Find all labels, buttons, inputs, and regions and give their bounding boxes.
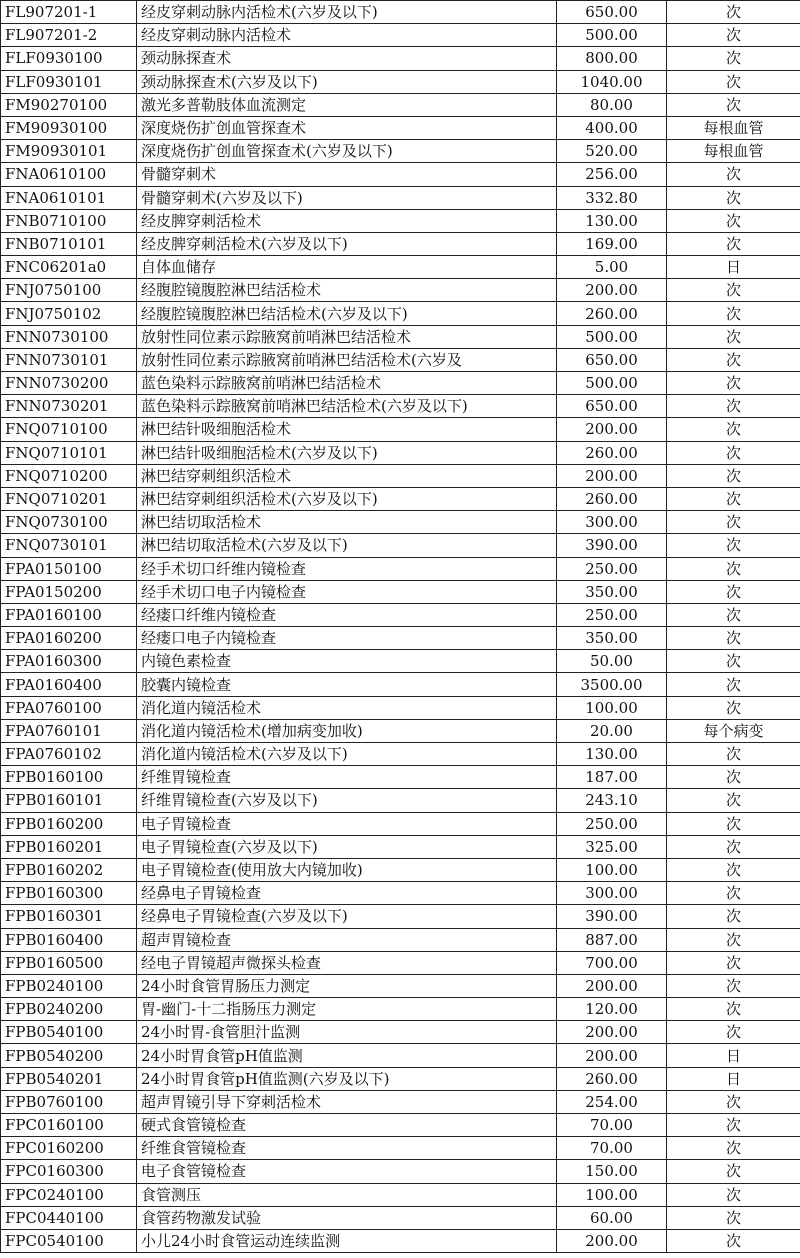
item-price-cell: 70.00 (557, 1114, 667, 1137)
item-price-cell: 130.00 (557, 209, 667, 232)
item-unit-cell: 次 (667, 627, 800, 650)
item-name-cell: 颈动脉探查术(六岁及以下) (137, 70, 557, 93)
item-code-cell: FPC0240100 (1, 1183, 137, 1206)
item-name-cell: 消化道内镜活检术(增加病变加收) (137, 719, 557, 742)
item-price-cell: 400.00 (557, 116, 667, 139)
item-name-cell: 胃-幽门-十二指肠压力测定 (137, 998, 557, 1021)
item-price-cell: 500.00 (557, 24, 667, 47)
table-row (1, 789, 800, 812)
item-code-cell: FPC0160200 (1, 1137, 137, 1160)
table-row (1, 766, 800, 789)
item-price-cell: 1040.00 (557, 70, 667, 93)
item-name-cell: 纤维胃镜检查 (137, 766, 557, 789)
table-row (1, 302, 800, 325)
item-price-cell: 390.00 (557, 534, 667, 557)
item-price-cell: 250.00 (557, 812, 667, 835)
item-code-cell: FPB0540200 (1, 1044, 137, 1067)
item-name-cell: 激光多普勒肢体血流测定 (137, 93, 557, 116)
item-code-cell: FPC0160100 (1, 1114, 137, 1137)
table-row (1, 395, 800, 418)
item-price-cell: 800.00 (557, 47, 667, 70)
item-price-cell: 350.00 (557, 627, 667, 650)
table-row (1, 163, 800, 186)
item-unit-cell: 次 (667, 163, 800, 186)
item-unit-cell: 次 (667, 348, 800, 371)
item-name-cell: 颈动脉探查术 (137, 47, 557, 70)
table-row (1, 627, 800, 650)
table-row (1, 835, 800, 858)
item-unit-cell: 次 (667, 24, 800, 47)
item-name-cell: 放射性同位素示踪腋窝前哨淋巴结活检术 (137, 325, 557, 348)
item-unit-cell: 次 (667, 464, 800, 487)
item-unit-cell: 日 (667, 1044, 800, 1067)
item-unit-cell: 次 (667, 1021, 800, 1044)
item-price-cell: 169.00 (557, 232, 667, 255)
item-unit-cell: 次 (667, 1090, 800, 1113)
table-row (1, 673, 800, 696)
item-unit-cell: 次 (667, 1114, 800, 1137)
item-code-cell: FM90270100 (1, 93, 137, 116)
item-code-cell: FL907201-1 (1, 1, 137, 24)
item-code-cell: FNA0610101 (1, 186, 137, 209)
item-unit-cell: 次 (667, 1, 800, 24)
item-name-cell: 经鼻电子胃镜检查(六岁及以下) (137, 905, 557, 928)
item-unit-cell: 日 (667, 256, 800, 279)
item-code-cell: FNQ0710100 (1, 418, 137, 441)
item-unit-cell: 次 (667, 534, 800, 557)
item-price-cell: 500.00 (557, 372, 667, 395)
item-name-cell: 电子食管镜检查 (137, 1160, 557, 1183)
item-name-cell: 食管药物激发试验 (137, 1206, 557, 1229)
item-code-cell: FPB0760100 (1, 1090, 137, 1113)
item-code-cell: FPB0160100 (1, 766, 137, 789)
item-unit-cell: 次 (667, 487, 800, 510)
item-name-cell: 经腹腔镜腹腔淋巴结活检术(六岁及以下) (137, 302, 557, 325)
table-row (1, 1137, 800, 1160)
table-row (1, 1114, 800, 1137)
item-name-cell: 经皮脾穿刺活检术(六岁及以下) (137, 232, 557, 255)
item-name-cell: 骨髓穿刺术(六岁及以下) (137, 186, 557, 209)
item-code-cell: FPA0760102 (1, 743, 137, 766)
item-code-cell: FNC06201a0 (1, 256, 137, 279)
item-code-cell: FPA0160200 (1, 627, 137, 650)
item-price-cell: 130.00 (557, 743, 667, 766)
item-code-cell: FPC0540100 (1, 1229, 137, 1252)
item-name-cell: 蓝色染料示踪腋窝前哨淋巴结活检术 (137, 372, 557, 395)
item-price-cell: 254.00 (557, 1090, 667, 1113)
item-price-cell: 260.00 (557, 441, 667, 464)
item-unit-cell: 每根血管 (667, 116, 800, 139)
table-row (1, 464, 800, 487)
fee-table-body (1, 1, 800, 1253)
item-code-cell: FNN0730101 (1, 348, 137, 371)
item-code-cell: FPB0160101 (1, 789, 137, 812)
item-name-cell: 自体血储存 (137, 256, 557, 279)
table-row (1, 580, 800, 603)
table-row (1, 511, 800, 534)
item-price-cell: 300.00 (557, 882, 667, 905)
table-row (1, 209, 800, 232)
item-unit-cell: 次 (667, 928, 800, 951)
item-unit-cell: 次 (667, 279, 800, 302)
table-row (1, 998, 800, 1021)
table-row (1, 1067, 800, 1090)
item-code-cell: FPB0160202 (1, 858, 137, 881)
item-name-cell: 24小时胃食管pH值监测(六岁及以下) (137, 1067, 557, 1090)
item-price-cell: 650.00 (557, 1, 667, 24)
item-name-cell: 硬式食管镜检查 (137, 1114, 557, 1137)
table-row (1, 116, 800, 139)
item-name-cell: 淋巴结切取活检术(六岁及以下) (137, 534, 557, 557)
table-row (1, 557, 800, 580)
item-name-cell: 经腹腔镜腹腔淋巴结活检术 (137, 279, 557, 302)
item-unit-cell: 次 (667, 395, 800, 418)
item-unit-cell: 次 (667, 696, 800, 719)
item-unit-cell: 次 (667, 580, 800, 603)
item-unit-cell: 次 (667, 441, 800, 464)
item-code-cell: FPA0160400 (1, 673, 137, 696)
item-unit-cell: 次 (667, 974, 800, 997)
item-name-cell: 经手术切口电子内镜检查 (137, 580, 557, 603)
item-code-cell: FNN0730201 (1, 395, 137, 418)
item-name-cell: 纤维食管镜检查 (137, 1137, 557, 1160)
item-name-cell: 电子胃镜检查(六岁及以下) (137, 835, 557, 858)
item-code-cell: FPB0160300 (1, 882, 137, 905)
table-row (1, 812, 800, 835)
item-price-cell: 70.00 (557, 1137, 667, 1160)
item-unit-cell: 次 (667, 186, 800, 209)
item-code-cell: FPB0540201 (1, 1067, 137, 1090)
item-name-cell: 骨髓穿刺术 (137, 163, 557, 186)
item-price-cell: 650.00 (557, 395, 667, 418)
item-code-cell: FLF0930101 (1, 70, 137, 93)
item-unit-cell: 每个病变 (667, 719, 800, 742)
item-code-cell: FPA0760100 (1, 696, 137, 719)
item-price-cell: 650.00 (557, 348, 667, 371)
item-price-cell: 150.00 (557, 1160, 667, 1183)
item-code-cell: FPB0160201 (1, 835, 137, 858)
table-row (1, 70, 800, 93)
item-code-cell: FPB0160400 (1, 928, 137, 951)
item-price-cell: 187.00 (557, 766, 667, 789)
item-unit-cell: 次 (667, 1206, 800, 1229)
item-unit-cell: 次 (667, 47, 800, 70)
item-name-cell: 经皮脾穿刺活检术 (137, 209, 557, 232)
item-unit-cell: 次 (667, 951, 800, 974)
item-price-cell: 200.00 (557, 464, 667, 487)
item-code-cell: FPB0160301 (1, 905, 137, 928)
item-name-cell: 深度烧伤扩创血管探查术 (137, 116, 557, 139)
table-row (1, 696, 800, 719)
item-price-cell: 5.00 (557, 256, 667, 279)
table-row (1, 1090, 800, 1113)
table-row (1, 47, 800, 70)
item-unit-cell: 次 (667, 743, 800, 766)
item-price-cell: 520.00 (557, 140, 667, 163)
item-name-cell: 24小时胃-食管胆汁监测 (137, 1021, 557, 1044)
item-name-cell: 电子胃镜检查 (137, 812, 557, 835)
item-code-cell: FNN0730100 (1, 325, 137, 348)
item-name-cell: 放射性同位素示踪腋窝前哨淋巴结活检术(六岁及 (137, 348, 557, 371)
item-code-cell: FNB0710101 (1, 232, 137, 255)
item-code-cell: FNQ0710101 (1, 441, 137, 464)
table-row (1, 974, 800, 997)
item-price-cell: 260.00 (557, 302, 667, 325)
item-price-cell: 80.00 (557, 93, 667, 116)
item-price-cell: 20.00 (557, 719, 667, 742)
item-code-cell: FPB0240100 (1, 974, 137, 997)
item-code-cell: FPB0540100 (1, 1021, 137, 1044)
item-name-cell: 经瘘口电子内镜检查 (137, 627, 557, 650)
table-row (1, 140, 800, 163)
item-name-cell: 内镜色素检查 (137, 650, 557, 673)
table-row (1, 256, 800, 279)
item-unit-cell: 次 (667, 812, 800, 835)
item-code-cell: FNQ0710200 (1, 464, 137, 487)
table-row (1, 441, 800, 464)
item-unit-cell: 次 (667, 557, 800, 580)
item-price-cell: 100.00 (557, 1183, 667, 1206)
item-unit-cell: 日 (667, 1067, 800, 1090)
item-name-cell: 电子胃镜检查(使用放大内镜加收) (137, 858, 557, 881)
item-name-cell: 蓝色染料示踪腋窝前哨淋巴结活检术(六岁及以下) (137, 395, 557, 418)
item-unit-cell: 次 (667, 325, 800, 348)
item-code-cell: FPA0150200 (1, 580, 137, 603)
table-row (1, 186, 800, 209)
item-unit-cell: 次 (667, 511, 800, 534)
item-unit-cell: 次 (667, 418, 800, 441)
table-row (1, 719, 800, 742)
item-price-cell: 50.00 (557, 650, 667, 673)
item-name-cell: 超声胃镜检查 (137, 928, 557, 951)
item-unit-cell: 次 (667, 93, 800, 116)
table-row (1, 24, 800, 47)
table-row (1, 534, 800, 557)
item-unit-cell: 次 (667, 835, 800, 858)
item-unit-cell: 次 (667, 858, 800, 881)
item-code-cell: FNQ0710201 (1, 487, 137, 510)
item-price-cell: 256.00 (557, 163, 667, 186)
item-unit-cell: 次 (667, 650, 800, 673)
item-price-cell: 250.00 (557, 603, 667, 626)
item-name-cell: 淋巴结穿刺组织活检术 (137, 464, 557, 487)
table-row (1, 858, 800, 881)
item-name-cell: 经皮穿刺动脉内活检术 (137, 24, 557, 47)
item-unit-cell: 次 (667, 302, 800, 325)
item-name-cell: 小儿24小时食管运动连续监测 (137, 1229, 557, 1252)
table-row (1, 325, 800, 348)
item-price-cell: 200.00 (557, 279, 667, 302)
item-unit-cell: 次 (667, 1229, 800, 1252)
item-price-cell: 250.00 (557, 557, 667, 580)
item-price-cell: 332.80 (557, 186, 667, 209)
item-name-cell: 食管测压 (137, 1183, 557, 1206)
table-row (1, 418, 800, 441)
table-row (1, 1183, 800, 1206)
item-code-cell: FNQ0730101 (1, 534, 137, 557)
item-price-cell: 200.00 (557, 418, 667, 441)
item-code-cell: FNA0610100 (1, 163, 137, 186)
table-row (1, 905, 800, 928)
item-name-cell: 经皮穿刺动脉内活检术(六岁及以下) (137, 1, 557, 24)
item-code-cell: FLF0930100 (1, 47, 137, 70)
item-unit-cell: 次 (667, 1183, 800, 1206)
item-name-cell: 经鼻电子胃镜检查 (137, 882, 557, 905)
item-code-cell: FPA0160300 (1, 650, 137, 673)
item-code-cell: FPC0160300 (1, 1160, 137, 1183)
item-code-cell: FNB0710100 (1, 209, 137, 232)
item-price-cell: 500.00 (557, 325, 667, 348)
item-name-cell: 淋巴结针吸细胞活检术(六岁及以下) (137, 441, 557, 464)
item-unit-cell: 次 (667, 1160, 800, 1183)
item-code-cell: FPB0160200 (1, 812, 137, 835)
item-price-cell: 60.00 (557, 1206, 667, 1229)
item-price-cell: 350.00 (557, 580, 667, 603)
item-unit-cell: 次 (667, 209, 800, 232)
table-row (1, 1160, 800, 1183)
table-row (1, 279, 800, 302)
item-price-cell: 200.00 (557, 1044, 667, 1067)
item-code-cell: FPA0150100 (1, 557, 137, 580)
item-code-cell: FPA0160100 (1, 603, 137, 626)
item-price-cell: 887.00 (557, 928, 667, 951)
item-name-cell: 胶囊内镜检查 (137, 673, 557, 696)
item-unit-cell: 次 (667, 372, 800, 395)
item-name-cell: 消化道内镜活检术 (137, 696, 557, 719)
item-code-cell: FL907201-2 (1, 24, 137, 47)
table-row (1, 1, 800, 24)
item-code-cell: FNJ0750102 (1, 302, 137, 325)
item-unit-cell: 次 (667, 673, 800, 696)
item-unit-cell: 次 (667, 789, 800, 812)
item-price-cell: 300.00 (557, 511, 667, 534)
item-unit-cell: 次 (667, 232, 800, 255)
item-code-cell: FPA0760101 (1, 719, 137, 742)
item-price-cell: 243.10 (557, 789, 667, 812)
table-row (1, 487, 800, 510)
item-unit-cell: 每根血管 (667, 140, 800, 163)
item-price-cell: 325.00 (557, 835, 667, 858)
item-unit-cell: 次 (667, 70, 800, 93)
table-row (1, 1021, 800, 1044)
item-code-cell: FNQ0730100 (1, 511, 137, 534)
item-price-cell: 100.00 (557, 696, 667, 719)
table-row (1, 1044, 800, 1067)
item-name-cell: 消化道内镜活检术(六岁及以下) (137, 743, 557, 766)
table-row (1, 348, 800, 371)
item-code-cell: FNN0730200 (1, 372, 137, 395)
item-code-cell: FPB0240200 (1, 998, 137, 1021)
item-code-cell: FM90930100 (1, 116, 137, 139)
item-name-cell: 经手术切口纤维内镜检查 (137, 557, 557, 580)
item-code-cell: FNJ0750100 (1, 279, 137, 302)
item-code-cell: FPC0440100 (1, 1206, 137, 1229)
item-price-cell: 3500.00 (557, 673, 667, 696)
table-row (1, 93, 800, 116)
item-name-cell: 深度烧伤扩创血管探查术(六岁及以下) (137, 140, 557, 163)
item-unit-cell: 次 (667, 1137, 800, 1160)
table-row (1, 882, 800, 905)
item-name-cell: 超声胃镜引导下穿刺活检术 (137, 1090, 557, 1113)
table-row (1, 928, 800, 951)
item-price-cell: 200.00 (557, 974, 667, 997)
table-row (1, 603, 800, 626)
table-row (1, 951, 800, 974)
item-name-cell: 24小时胃食管pH值监测 (137, 1044, 557, 1067)
item-code-cell: FPB0160500 (1, 951, 137, 974)
item-price-cell: 200.00 (557, 1229, 667, 1252)
table-row (1, 650, 800, 673)
item-price-cell: 700.00 (557, 951, 667, 974)
item-unit-cell: 次 (667, 998, 800, 1021)
item-price-cell: 390.00 (557, 905, 667, 928)
item-name-cell: 经瘘口纤维内镜检查 (137, 603, 557, 626)
table-row (1, 1206, 800, 1229)
item-name-cell: 淋巴结穿刺组织活检术(六岁及以下) (137, 487, 557, 510)
item-price-cell: 100.00 (557, 858, 667, 881)
table-row (1, 232, 800, 255)
item-price-cell: 260.00 (557, 487, 667, 510)
item-unit-cell: 次 (667, 603, 800, 626)
item-unit-cell: 次 (667, 766, 800, 789)
item-unit-cell: 次 (667, 882, 800, 905)
table-row (1, 372, 800, 395)
item-unit-cell: 次 (667, 905, 800, 928)
item-name-cell: 纤维胃镜检查(六岁及以下) (137, 789, 557, 812)
item-name-cell: 淋巴结针吸细胞活检术 (137, 418, 557, 441)
item-price-cell: 260.00 (557, 1067, 667, 1090)
item-name-cell: 24小时食管胃肠压力测定 (137, 974, 557, 997)
item-code-cell: FM90930101 (1, 140, 137, 163)
table-row (1, 743, 800, 766)
item-name-cell: 经电子胃镜超声微探头检查 (137, 951, 557, 974)
table-row (1, 1229, 800, 1252)
item-name-cell: 淋巴结切取活检术 (137, 511, 557, 534)
item-price-cell: 120.00 (557, 998, 667, 1021)
item-price-cell: 200.00 (557, 1021, 667, 1044)
